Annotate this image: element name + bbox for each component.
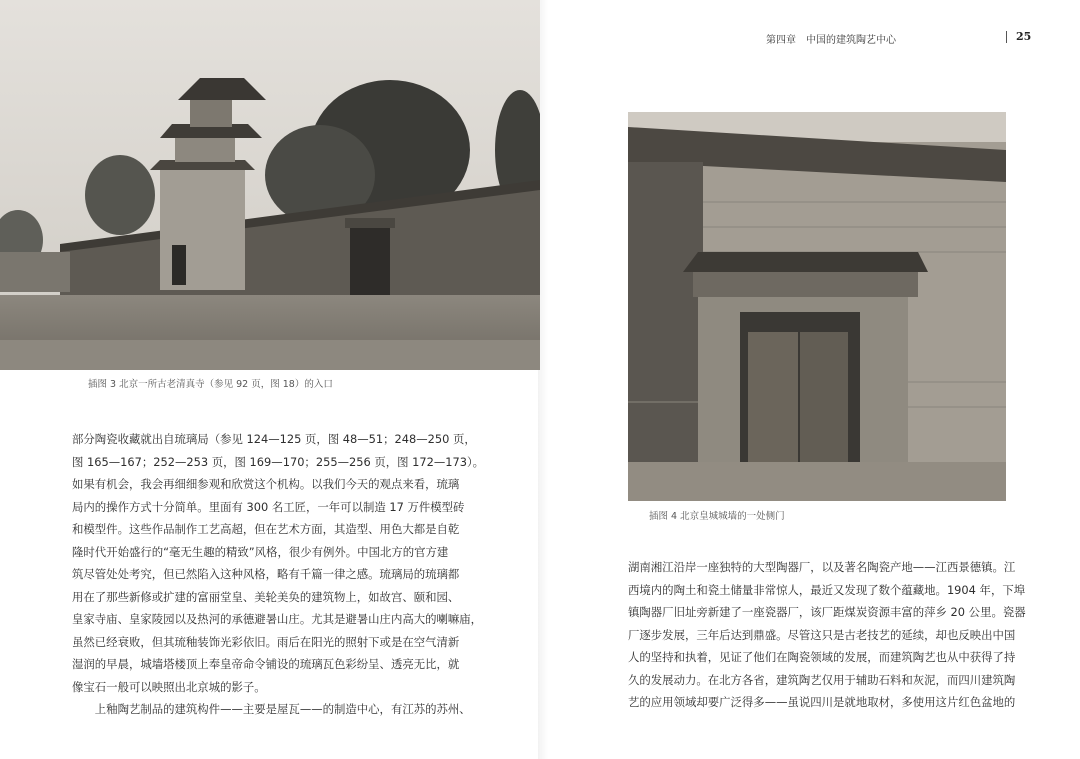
text-line: 像宝石一般可以映照出北京城的影子。 — [72, 679, 266, 694]
text-line: 和模型件。这些作品制作工艺高超，但在艺术方面，其造型、用色大都是自乾 — [72, 522, 460, 536]
text-line: 西境内的陶土和瓷土储量非常惊人，最近又发现了数个蕴藏地。1904 年，下埠 — [628, 582, 1026, 597]
figure-3-caption: 插图 3 北京一所古老清真寺（参见 92 页，图 18）的入口 — [88, 379, 333, 390]
text-line: 局内的操作方式十分简单。里面有 300 名工匠，一年可以制造 17 万件模型砖 — [72, 499, 465, 514]
page-number: 25 — [1016, 30, 1032, 43]
text-line: 如果有机会，我会再细细参观和欣赏这个机构。以我们今天的观点来看，琉璃 — [72, 477, 460, 491]
text-line: 人的坚持和执着，见证了他们在陶瓷领域的发展，而建筑陶艺也从中获得了持 — [628, 650, 1016, 664]
running-head-chapter-title: 第四章 中国的建筑陶艺中心 — [766, 35, 896, 46]
figure-4-side-gate-photo — [628, 112, 1006, 501]
text-line: 图 165—167；252—253 页，图 169—170；255—256 页，图 172—173）。 — [72, 454, 485, 469]
text-line: 部分陶瓷收藏就出自琉璃局（参见 124—125 页，图 48—51；248—250 页， — [72, 432, 476, 446]
text-line: 隆时代开始盛行的“毫无生趣的精致”风格，很少有例外。中国北方的官方建 — [72, 544, 449, 559]
text-line: 厂逐步发展，三年后达到鼎盛。尽管这只是古老技艺的延续，却也反映出中国 — [628, 627, 1016, 642]
text-line: 筑尽管处处考究，但已然陷入这种风格，略有千篇一律之感。琉璃局的琉璃都 — [72, 567, 460, 581]
text-line: 久的发展动力。在北方各省，建筑陶艺仅用于辅助石料和灰泥，而四川建筑陶 — [628, 672, 1016, 687]
text-line: 虽然已经衰败，但其琉釉装饰光彩依旧。雨后在阳光的照射下或是在空气清新 — [72, 634, 460, 649]
text-line: 艺的应用领域却要广泛得多——虽说四川是就地取材，多使用这片红色盆地的 — [628, 695, 1016, 709]
right-column-body-text — [628, 556, 1026, 714]
text-line: 用在了那些新修或扩建的富丽堂皇、美轮美奂的建筑物上，如故宫、颐和园、 — [72, 589, 460, 604]
figure-3-mosque-photo — [0, 0, 540, 370]
left-column-body-text — [72, 428, 484, 721]
header-divider — [1006, 31, 1007, 43]
text-line: 上釉陶艺制品的建筑构件——主要是屋瓦——的制造中心，有江苏的苏州、 — [72, 702, 471, 716]
text-line: 镇陶器厂旧址旁新建了一座瓷器厂，该厂距煤炭资源丰富的萍乡 20 公里。瓷器 — [628, 605, 1026, 619]
text-line: 皇家寺庙、皇家陵园以及热河的承德避暑山庄。尤其是避暑山庄内高大的喇嘛庙， — [72, 612, 483, 626]
figure-4-caption: 插图 4 北京皇城城墙的一处侧门 — [649, 511, 785, 522]
text-line: 湿润的早晨，城墙塔楼顶上奉皇帝命令铺设的琉璃瓦色彩纷呈、透亮无比，就 — [72, 657, 460, 671]
text-line: 湖南湘江沿岸一座独特的大型陶器厂，以及著名陶瓷产地——江西景德镇。江 — [628, 560, 1016, 574]
